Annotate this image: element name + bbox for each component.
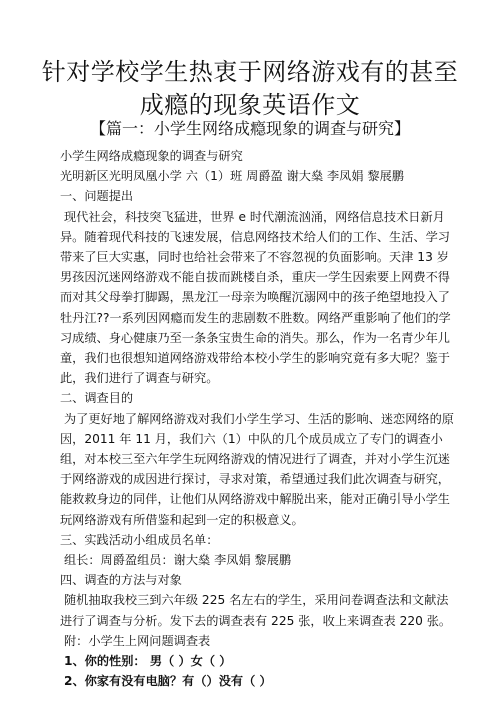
document-body (60, 146, 460, 691)
section-subtitle: 【篇一：小学生网络成瘾现象的调查与研究】 (89, 119, 410, 138)
report-title: 小学生网络成瘾现象的调查与研究 (60, 149, 243, 163)
heading-purpose: 二、调查目的 (60, 391, 134, 406)
document-title (20, 56, 480, 122)
appendix-title: 附：小学生上网问题调查表 (64, 633, 211, 648)
title-line-1: 针对学校学生热衷于网络游戏有的甚至 (41, 58, 459, 86)
author-line: 光明新区光明凤凰小学 六（1）班 周爵盈 谢大燊 李凤娟 黎展鹏 (60, 169, 404, 184)
question-1: 1、你的性别： 男（ ）女（ ） (64, 654, 232, 669)
members-line: 组长：周爵盈组员：谢大燊 李凤娟 黎展鹏 (64, 553, 292, 568)
heading-members: 三、实践活动小组成员名单： (60, 532, 219, 547)
paragraph-method: 随机抽取我校三到六年级 225 名左右的学生，采用问卷调查法和文献法进行了调查与分析。发下去的调查表有 225 张，收上来调查表 220 张。 (60, 593, 452, 628)
title-line-2: 成瘾的现象英语作文 (139, 91, 361, 119)
paragraph-problem: 现代社会，科技突飞猛进，世界 e 时代潮流汹涌，网络信息技术日新月异。随着现代科技的飞速发展，信息网络技术给人们的工作、生活、学习带来了巨大实惠，同时也给社会带来了不容忽视的负面影响。天津 13 岁男孩因沉迷网络游戏不能自拔而跳楼自杀，重庆一学生因索要上网费不得而对其父母拳打脚踢，黑龙江一母亲为唤醒沉溺网中的孩子绝望地投入了牡丹江??一系列因网瘾而发生的悲剧数不胜数。网络严重影响了他们的学习成绩、身心健康乃至一条条宝贵生命的消失。那么，作为一名青少年儿童，我们也很想知道网络游戏带给本校小学生的影响究竟有多大呢？鉴于此，我们进行了调查与研究。 (60, 209, 451, 386)
question-2: 2、你家有没有电脑？有（）没有（ ） (64, 674, 272, 689)
paragraph-purpose: 为了更好地了解网络游戏对我们小学生学习、生活的影响、迷恋网络的原因，2011 年 11 月，我们六（1）中队的几个成员成立了专门的调查小组，对本校三至六年学生玩网络游戏的情况进行了调查，并对小学生沉迷于网络游戏的成因进行探讨，寻求对策，希望通过我们此次调查与研究，能救救身边的同伴，让他们从网络游戏中解脱出来，能对正确引导小学生玩网络游戏有所借鉴和起到一定的积极意义。 (60, 411, 454, 527)
heading-problem: 一、问题提出 (60, 189, 134, 204)
heading-method: 四、调查的方法与对象 (60, 573, 182, 588)
